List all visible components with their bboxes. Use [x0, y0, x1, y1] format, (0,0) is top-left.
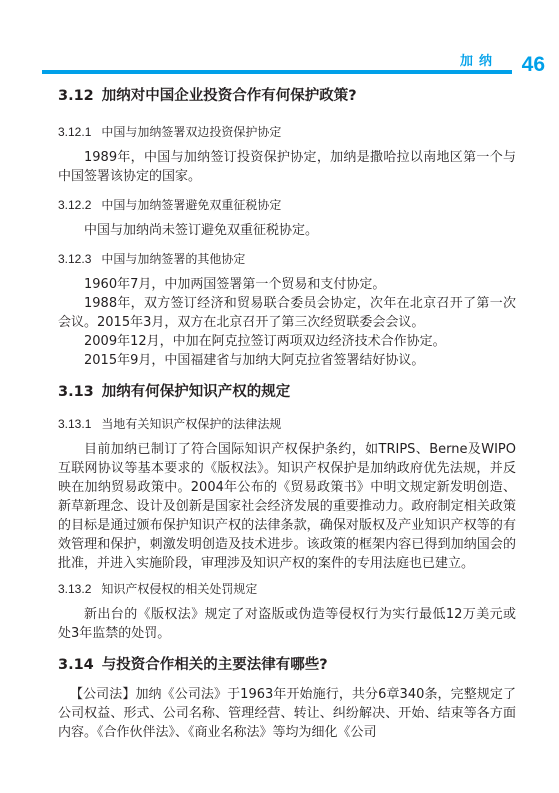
paragraph: 新出台的《版权法》规定了对盗版或伪造等侵权行为实行最低12万美元或处3年监禁的处罚。 — [58, 607, 516, 641]
paragraph: 目前加纳已制订了符合国际知识产权保护条约，如TRIPS、Berne及WIPO互联网协议等基本要求的《版权法》。知识产权保护是加纳政府优先法规，并反映在加纳贸易政策中。2004年公布的《贸易政策书》中明文规定新发明创造、新草新理念、设计及创新是国家社会经济发展的重要推动力。政府制定相关政策的目标是通过颁布保护知识产权的法律条款，确保对版权及产业知识产权等的有效管理和保护，刺激发明创造及技术进步。该政策的框架内容已得到加纳国会的批准，并进入实施阶段，审理涉及知识产权的案件的专用法庭也已建立。 — [58, 442, 516, 571]
section-heading-3-12: 3.12 加纳对中国企业投资合作有何保护政策? — [58, 88, 357, 104]
page-number: 46 — [521, 53, 545, 76]
page-content — [58, 76, 516, 742]
paragraph: 中国与加纳尚未签订避免双重征税协定。 — [84, 223, 319, 238]
paragraph: 1989年，中国与加纳签订投资保护协定，加纳是撒哈拉以南地区第一个与中国签署该协定的国家。 — [58, 150, 516, 184]
section-heading-3-13: 3.13 加纳有何保护知识产权的规定 — [58, 384, 291, 400]
paragraph: 【公司法】加纳《公司法》于1963年开始施行，共分6章340条，完整规定了公司权益、形式、公司名称、管理经营、转让、纠纷解决、开始、结束等各方面内容。《合作伙伴法》、《商业名称法》等均为细化《公司 — [58, 687, 516, 740]
subsection-heading-3-12-1: 3.12.1 中国与加纳签署双边投资保护协定 — [58, 125, 282, 139]
paragraph: 1960年7月，中加两国签署第一个贸易和支付协定。 — [84, 277, 386, 292]
header-rule — [42, 70, 512, 74]
subsection-heading-3-12-3: 3.12.3 中国与加纳签署的其他协定 — [58, 252, 246, 266]
paragraph: 2009年12月，中加在阿克拉签订两项双边经济技术合作协定。 — [84, 334, 446, 349]
paragraph: 1988年，双方签订经济和贸易联合委员会协定，次年在北京召开了第一次会议。2015年3月，双方在北京召开了第三次经贸联委会会议。 — [58, 296, 516, 330]
subsection-heading-3-12-2: 3.12.2 中国与加纳签署避免双重征税协定 — [58, 198, 282, 212]
subsection-heading-3-13-1: 3.13.1 当地有关知识产权保护的法律法规 — [58, 417, 282, 431]
paragraph: 2015年9月，中国福建省与加纳大阿克拉省签署结好协议。 — [84, 353, 425, 368]
running-title: 加纳 — [459, 54, 498, 69]
page-header — [0, 0, 559, 80]
section-heading-3-14: 3.14 与投资合作相关的主要法律有哪些? — [58, 657, 328, 673]
subsection-heading-3-13-2: 3.13.2 知识产权侵权的相关处罚规定 — [58, 582, 258, 596]
